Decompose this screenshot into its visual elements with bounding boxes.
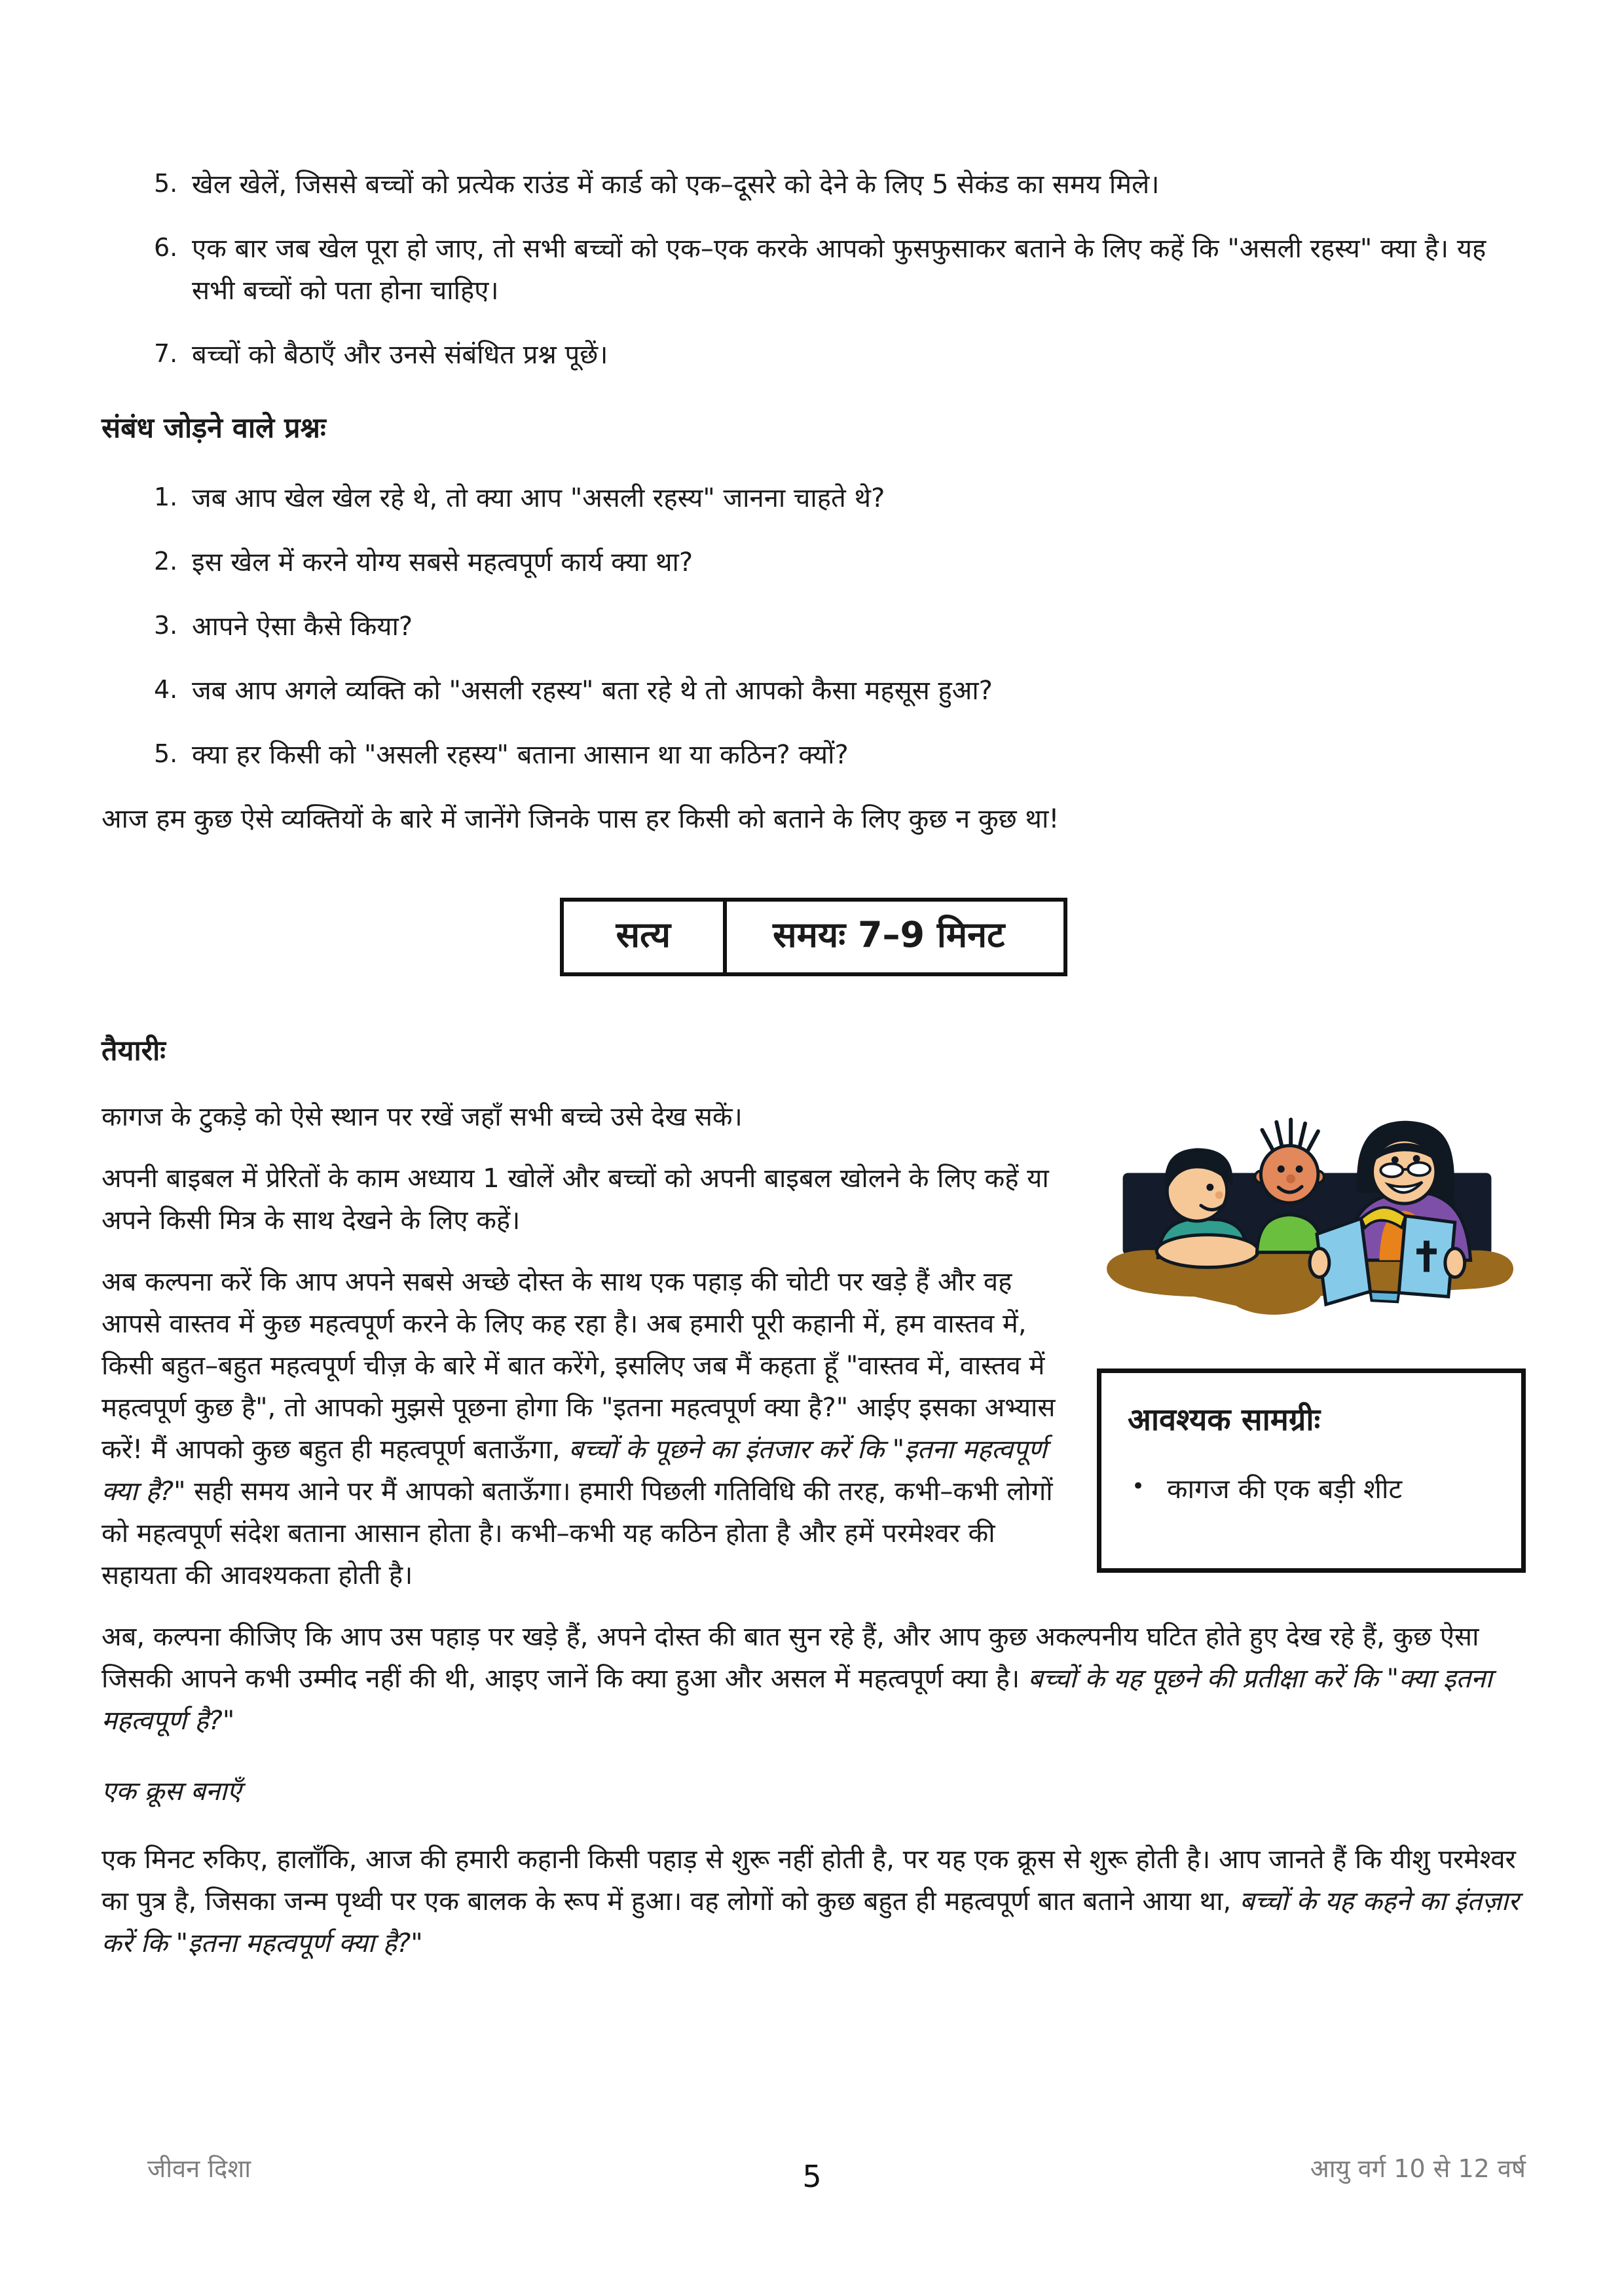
activity-steps [101, 164, 1526, 376]
question-number: 3. [154, 610, 178, 640]
step-number: 7. [154, 339, 178, 368]
question-item [101, 606, 1526, 648]
prep-para-5 [101, 1839, 1526, 1964]
question-number: 4. [154, 674, 178, 704]
materials-box [1097, 1368, 1526, 1573]
truth-banner [560, 898, 1068, 976]
question-text: क्या हर किसी को "असली रहस्य" बताना आसान था या कठिन? क्यों? [192, 739, 849, 770]
prep-para-3-end: सही समय आने पर मैं आपको बताऊँगा। हमारी पिछली गतिविधि की तरह, कभी–कभी लोगों को महत्वपूर्ण संदेश बताना आसान होता है। कभी–कभी यह कठिन होता है और हमें परमेश्वर की सहायता की आवश्यकता होती है। [101, 1476, 1053, 1590]
prep-para-5-normal: एक मिनट रुकिए, हालाँकि, आज की हमारी कहानी किसी पहाड़ से शुरू नहीं होती है, पर यह एक क्रूस से शुरू होती है। आप जानते हैं कि यीशु परमेश्वर का पुत्र है, जिसका जन्म पृथ्वी पर एक बालक के रूप में हुआ। वह लोगों को कुछ बहुत ही महत्वपूर्ण बात बताने आया था, [101, 1844, 1516, 1917]
step-number: 6. [154, 233, 178, 262]
step-text: बच्चों को बैठाएँ और उनसे संबंधित प्रश्न पूछें। [192, 340, 608, 370]
step-text: एक बार जब खेल पूरा हो जाए, तो सभी बच्चों को एक–एक करके आपको फुसफुसाकर बताने के लिए कहें कि "असली रहस्य" क्या है। यह सभी बच्चों को पता होना चाहिए। [192, 234, 1486, 306]
question-text: जब आप अगले व्यक्ति को "असली रहस्य" बता रहे थे तो आपको कैसा महसूस हुआ? [192, 675, 993, 706]
story-illustration [1097, 1096, 1526, 1331]
step-item [101, 334, 1526, 376]
closing-note: आज हम कुछ ऐसे व्यक्तियों के बारे में जानेंगे जिनके पास हर किसी को बताने के लिए कुछ न कुछ था! [101, 803, 1060, 834]
boy-figure [1255, 1119, 1323, 1252]
prep-para-3-normal: अब कल्पना करें कि आप अपने सबसे अच्छे दोस्त के साथ एक पहाड़ की चोटी पर खड़े हैं और वह आपसे वास्तव में कुछ महत्वपूर्ण करने के लिए कह रहा है। अब हमारी पूरी कहानी में, हम वास्तव में, किसी बहुत–बहुत महत्वपूर्ण चीज़ के बारे में बात करेंगे, इसलिए जब मैं कहता हूँ "वास्तव में, वास्तव में महत्वपूर्ण कुछ है", तो आपको मुझसे पूछना होगा कि "इतना महत्वपूर्ण क्या है?" आईए इसका अभ्यास करें! मैं आपको कुछ बहुत ही महत्वपूर्ण बताऊँगा, [101, 1266, 1056, 1465]
question-number: 2. [154, 546, 178, 576]
prep-para-1: कागज के टुकड़े को ऐसे स्थान पर रखें जहाँ सभी बच्चे उसे देख सकें। [101, 1101, 743, 1132]
prep-para-3-italic: बच्चों के पूछने का इंतजार करें कि "इतना महत्वपूर्ण क्या है?" [101, 1434, 1047, 1507]
step-item [101, 228, 1526, 312]
banner-title: सत्य [616, 913, 671, 955]
make-cross-line: एक क्रूस बनाएँ [101, 1776, 242, 1807]
prep-para-5-italic: बच्चों के यह कहने का इंतज़ार करें कि "इतना महत्वपूर्ण क्या है?" [101, 1886, 1519, 1958]
step-number: 5. [154, 169, 178, 198]
materials-item-text: कागज की एक बड़ी शीट [1167, 1473, 1403, 1505]
banner-time: समयः 7–9 मिनट [723, 902, 1063, 972]
bullet-dot-icon: • [1132, 1473, 1145, 1499]
footer-age-group: आयु वर्ग 10 से 12 वर्ष [1310, 2154, 1526, 2183]
question-item [101, 670, 1526, 712]
step-item [101, 164, 1526, 206]
right-column [1097, 1096, 1526, 1573]
prep-para-4-italic: बच्चों के यह पूछने की प्रतीक्षा करें कि "क्या इतना महत्वपूर्ण है?" [101, 1663, 1492, 1736]
step-text: खेल खेलें, जिससे बच्चों को प्रत्येक राउंड में कार्ड को एक–दूसरे को देने के लिए 5 सेकंड का समय मिले। [192, 170, 1160, 200]
question-number: 1. [154, 482, 178, 511]
page-footer [0, 2146, 1624, 2194]
truth-banner-wrap [101, 898, 1526, 976]
materials-heading: आवश्यक सामग्रीः [1128, 1401, 1321, 1438]
question-number: 5. [154, 739, 178, 768]
questions-list [101, 477, 1526, 776]
prep-para-2: अपनी बाइबल में प्रेरितों के काम अध्याय 1 खोलें और बच्चों को अपनी बाइबल खोलने के लिए कहें या अपने किसी मित्र के साथ देखने के लिए कहें। [101, 1163, 1049, 1236]
question-text: जब आप खेल खेल रहे थे, तो क्या आप "असली रहस्य" जानना चाहते थे? [192, 483, 885, 513]
question-item [101, 477, 1526, 519]
footer-page-number: 5 [802, 2159, 822, 2194]
question-text: आपने ऐसा कैसे किया? [192, 611, 413, 642]
footer-book-title: जीवन दिशा [147, 2154, 251, 2183]
prep-para-4 [101, 1616, 1526, 1742]
prep-para-4-normal: अब, कल्पना कीजिए कि आप उस पहाड़ पर खड़े हैं, अपने दोस्त की बात सुन रहे हैं, और आप कुछ अकल्पनीय घटित होते हुए देख रहे हैं, कुछ ऐसा जिसकी आपने कभी उम्मीद नहीं की थी, आइए जानें कि क्या हुआ और असल में महत्वपूर्ण क्या है। [101, 1621, 1479, 1694]
question-text: इस खेल में करने योग्य सबसे महत्वपूर्ण कार्य क्या था? [192, 547, 693, 578]
question-item [101, 734, 1526, 776]
preparation-heading: तैयारीः [101, 1034, 166, 1067]
question-item [101, 542, 1526, 583]
questions-heading: संबंध जोड़ने वाले प्रश्नः [101, 412, 326, 445]
materials-item [1128, 1468, 1498, 1511]
